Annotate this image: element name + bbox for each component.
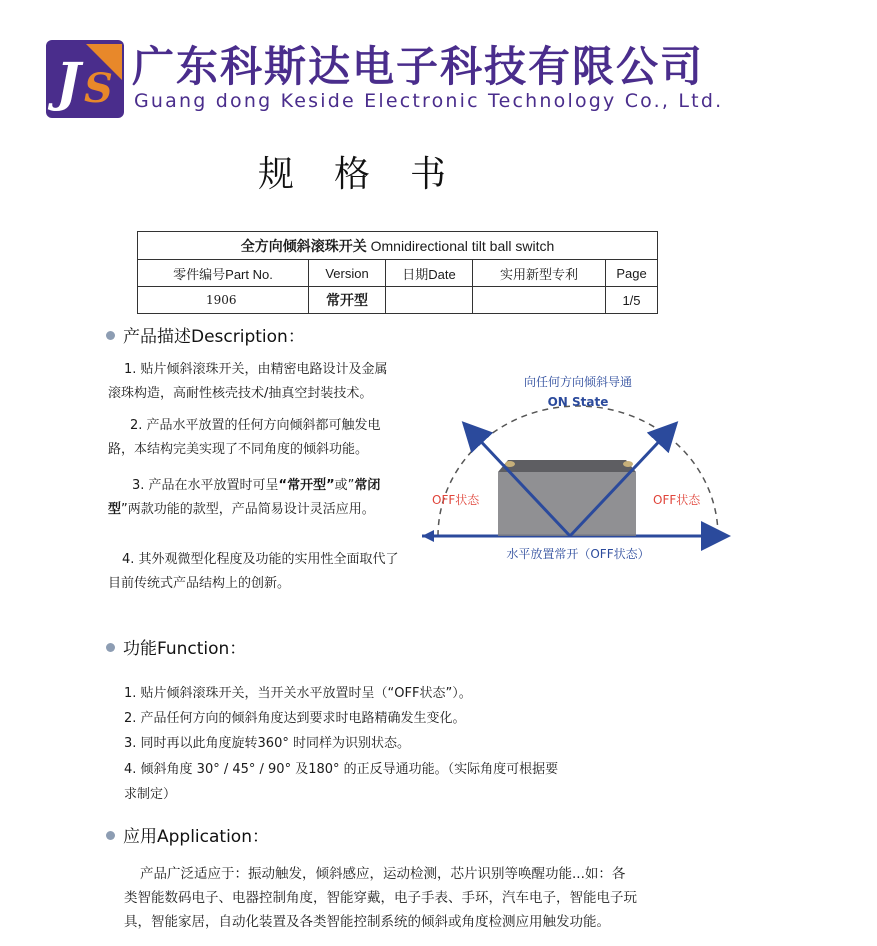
header-part-no: 零件编号Part No. [138,260,309,287]
diagram-top-label: 向任何方向倾斜导通 [523,375,633,389]
description-p2: 2. 产品水平放置的任何方向倾斜都可触发电路，本结构完美实现了不同角度的倾斜功能。 [108,418,381,457]
diagram-off-left: OFF状态 [432,493,480,507]
description-p3-part2: 或” [334,478,355,493]
switch-ball-right [623,461,633,467]
function-heading [106,634,246,659]
application-line-3: 具，智能家居，自动化装置及各类智能控制系统的倾斜或角度检测应用触发功能。 [124,914,610,930]
application-line-2: 类智能数码电子、电器控制角度，智能穿戴，电子手表、手环，汽车电子，智能电子玩 [124,890,637,906]
application-heading [106,822,269,847]
description-heading [106,322,305,347]
switch-ball-left [505,461,515,467]
cell-page: 1/5 [606,287,658,314]
description-p3-part3: ”两款功能的款型，产品简易设计灵活应用。 [121,502,375,517]
table-title [138,232,658,260]
function-heading-text: 功能Function： [123,639,247,659]
table-header-row [138,260,658,287]
table-title-cn: 全方向倾斜滚珠开关 [240,237,367,254]
cell-version: 常开型 [309,287,386,314]
function-item-3: 3. 同时再以此角度旋转360° 时同样为识别状态。 [124,736,410,751]
table-row [138,287,658,314]
function-item-2: 2. 产品任何方向的倾斜角度达到要求时电路精确发生变化。 [124,711,466,726]
description-p3-part1: 3. 产品在水平放置时可呈 [132,478,279,493]
diagram-off-right: OFF状态 [653,493,701,507]
company-name-cn: 广东科斯达电子科技有限公司 [132,42,705,91]
description-p3-normally-closed: 常闭型 [108,478,381,517]
bullet-icon [106,331,115,340]
cell-part-no: 1906 [138,287,309,314]
diagram-on-state: ON State [547,395,609,409]
cell-patent [473,287,606,314]
application-heading-text: 应用Application： [123,827,269,847]
header-patent: 实用新型专利 [473,260,606,287]
header-date: 日期Date [386,260,473,287]
description-p4: 4. 其外观微型化程度及功能的实用性全面取代了目前传统式产品结构上的创新。 [108,552,399,591]
bullet-icon [106,643,115,652]
svg-text:S: S [84,65,113,112]
cell-date [386,287,473,314]
description-heading-text: 产品描述Description： [123,327,305,347]
spec-table [137,231,658,314]
tilt-diagram [410,360,740,580]
description-p3-normally-open: “常开型” [278,478,335,493]
horizontal-arrow-left-head [422,530,434,542]
company-name-en: Guang dong Keside Electronic Technology Co., Ltd. [134,90,724,112]
company-logo [46,40,124,118]
description-p1: 1. 贴片倾斜滚珠开关，由精密电路设计及金属滚珠构造，高耐性核壳技术/抽真空封装技术。 [108,362,388,401]
diagram-bottom-label: 水平放置常开（OFF状态） [506,547,650,561]
bullet-icon [106,831,115,840]
function-item-4-cont: 求制定） [124,787,177,802]
application-line-1: 产品广泛适应于：振动触发，倾斜感应，运动检测，芯片识别等唤醒功能...如：各 [140,866,626,882]
svg-text:J: J [56,52,81,113]
function-item-1: 1. 贴片倾斜滚珠开关，当开关水平放置时呈（“OFF状态”）。 [124,686,472,701]
description-p3 [108,474,398,522]
table-title-en: Omnidirectional tilt ball switch [366,237,555,254]
document-title: 规格书 [258,154,487,195]
function-item-4: 4. 倾斜角度 30° / 45° / 90° 及180° 的正反导通功能。（实际角度可根据要 [124,762,559,777]
header-version: Version [309,260,386,287]
header-page: Page [606,260,658,287]
switch-top [498,460,636,472]
